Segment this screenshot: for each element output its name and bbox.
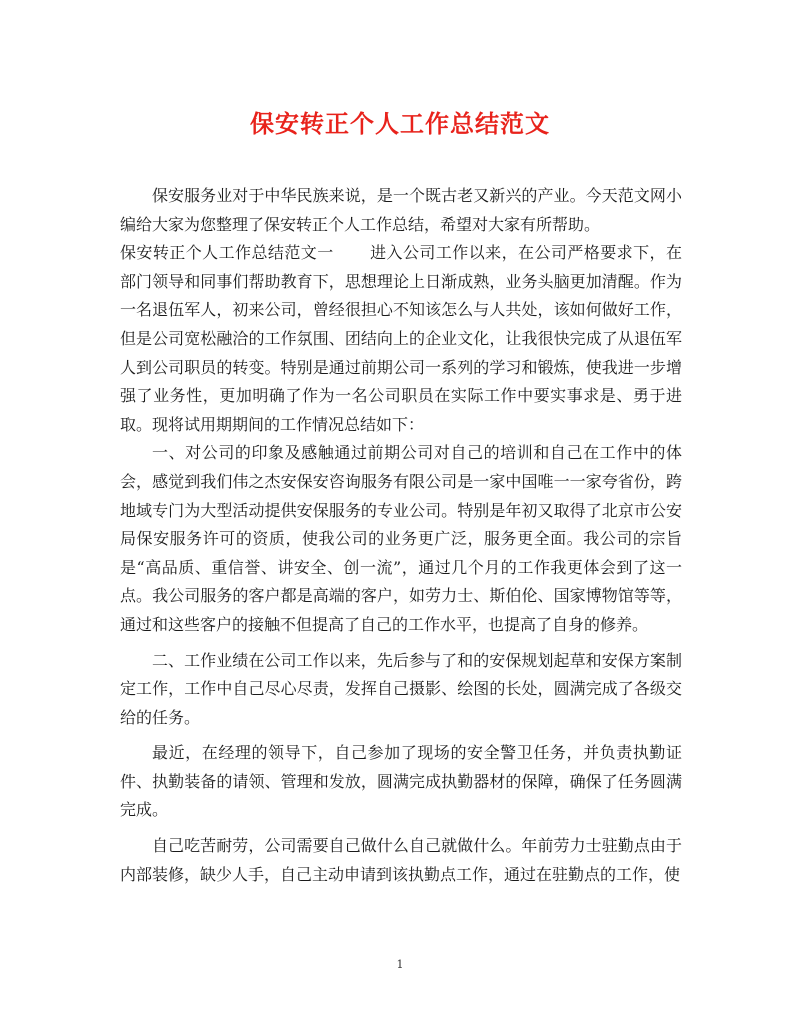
paragraph-section-one bbox=[120, 239, 682, 439]
paragraph-achievements: 二、工作业绩在公司工作以来，先后参与了和的安保规划起草和安保方案制定工作，工作中自己尽心尽责，发挥自己摄影、绘图的长处，圆满完成了各级交给的任务。 bbox=[120, 650, 682, 727]
paragraph-text: 进入公司工作以来，在公司严格要求下，在部门领导和同事们帮助教育下，思想理论上日渐成熟，业务头脑更加清醒。作为一名退伍军人，初来公司，曾经很担心不知该怎么与人共处，该如何做好工作，但是公司宽松融洽的工作氛围、团结向上的企业文化，让我很快完成了从退伍军人到公司职员的转变。特别是通过前期公司一系列的学习和锻炼，使我进一步增强了业务性，更加明确了作为一名公司职员在实际工作中要实事求是、勇于进取。现将试用期期间的工作情况总结如下： bbox=[120, 243, 682, 434]
paragraph-impression: 一、对公司的印象及感触通过前期公司对自己的培训和自己在工作中的体会，感觉到我们伟之杰安保安咨询服务有限公司是一家中国唯一一家夸省份，跨地域专门为大型活动提供安保服务的专业公司。特别是年初又取得了北京市公安局保安服务许可的资质，使我公司的业务更广泛，服务更全面。我公司的宗旨是“高品质、重信誉、讲安全、创一流”，通过几个月的工作我更体会到了这一点。我公司服务的客户都是高端的客户，如劳力士、斯伯伦、国家博物馆等等，通过和这些客户的接触不但提高了自己的工作水平，也提高了自身的修养。 bbox=[120, 443, 682, 634]
paragraph-intro: 保安服务业对于中华民族来说，是一个既古老又新兴的产业。今天范文网小编给大家为您整理了保安转正个人工作总结，希望对大家有所帮助。 bbox=[120, 186, 682, 234]
section-heading: 保安转正个人工作总结范文一 bbox=[120, 243, 334, 263]
paragraph-recent-task: 最近，在经理的领导下，自己参加了现场的安全警卫任务，并负责执勤证件、执勤装备的请领、管理和发放，圆满完成执勤器材的保障，确保了任务圆满完成。 bbox=[120, 743, 682, 820]
document-body bbox=[120, 182, 682, 889]
document-title: 保安转正个人工作总结范文 bbox=[250, 109, 550, 138]
page-number: 1 bbox=[396, 958, 404, 971]
paragraph-hardworking: 自己吃苦耐劳，公司需要自己做什么自己就做什么。年前劳力士驻勤点由于内部装修，缺少人手，自己主动申请到该执勤点工作，通过在驻勤点的工作，使 bbox=[120, 836, 682, 884]
